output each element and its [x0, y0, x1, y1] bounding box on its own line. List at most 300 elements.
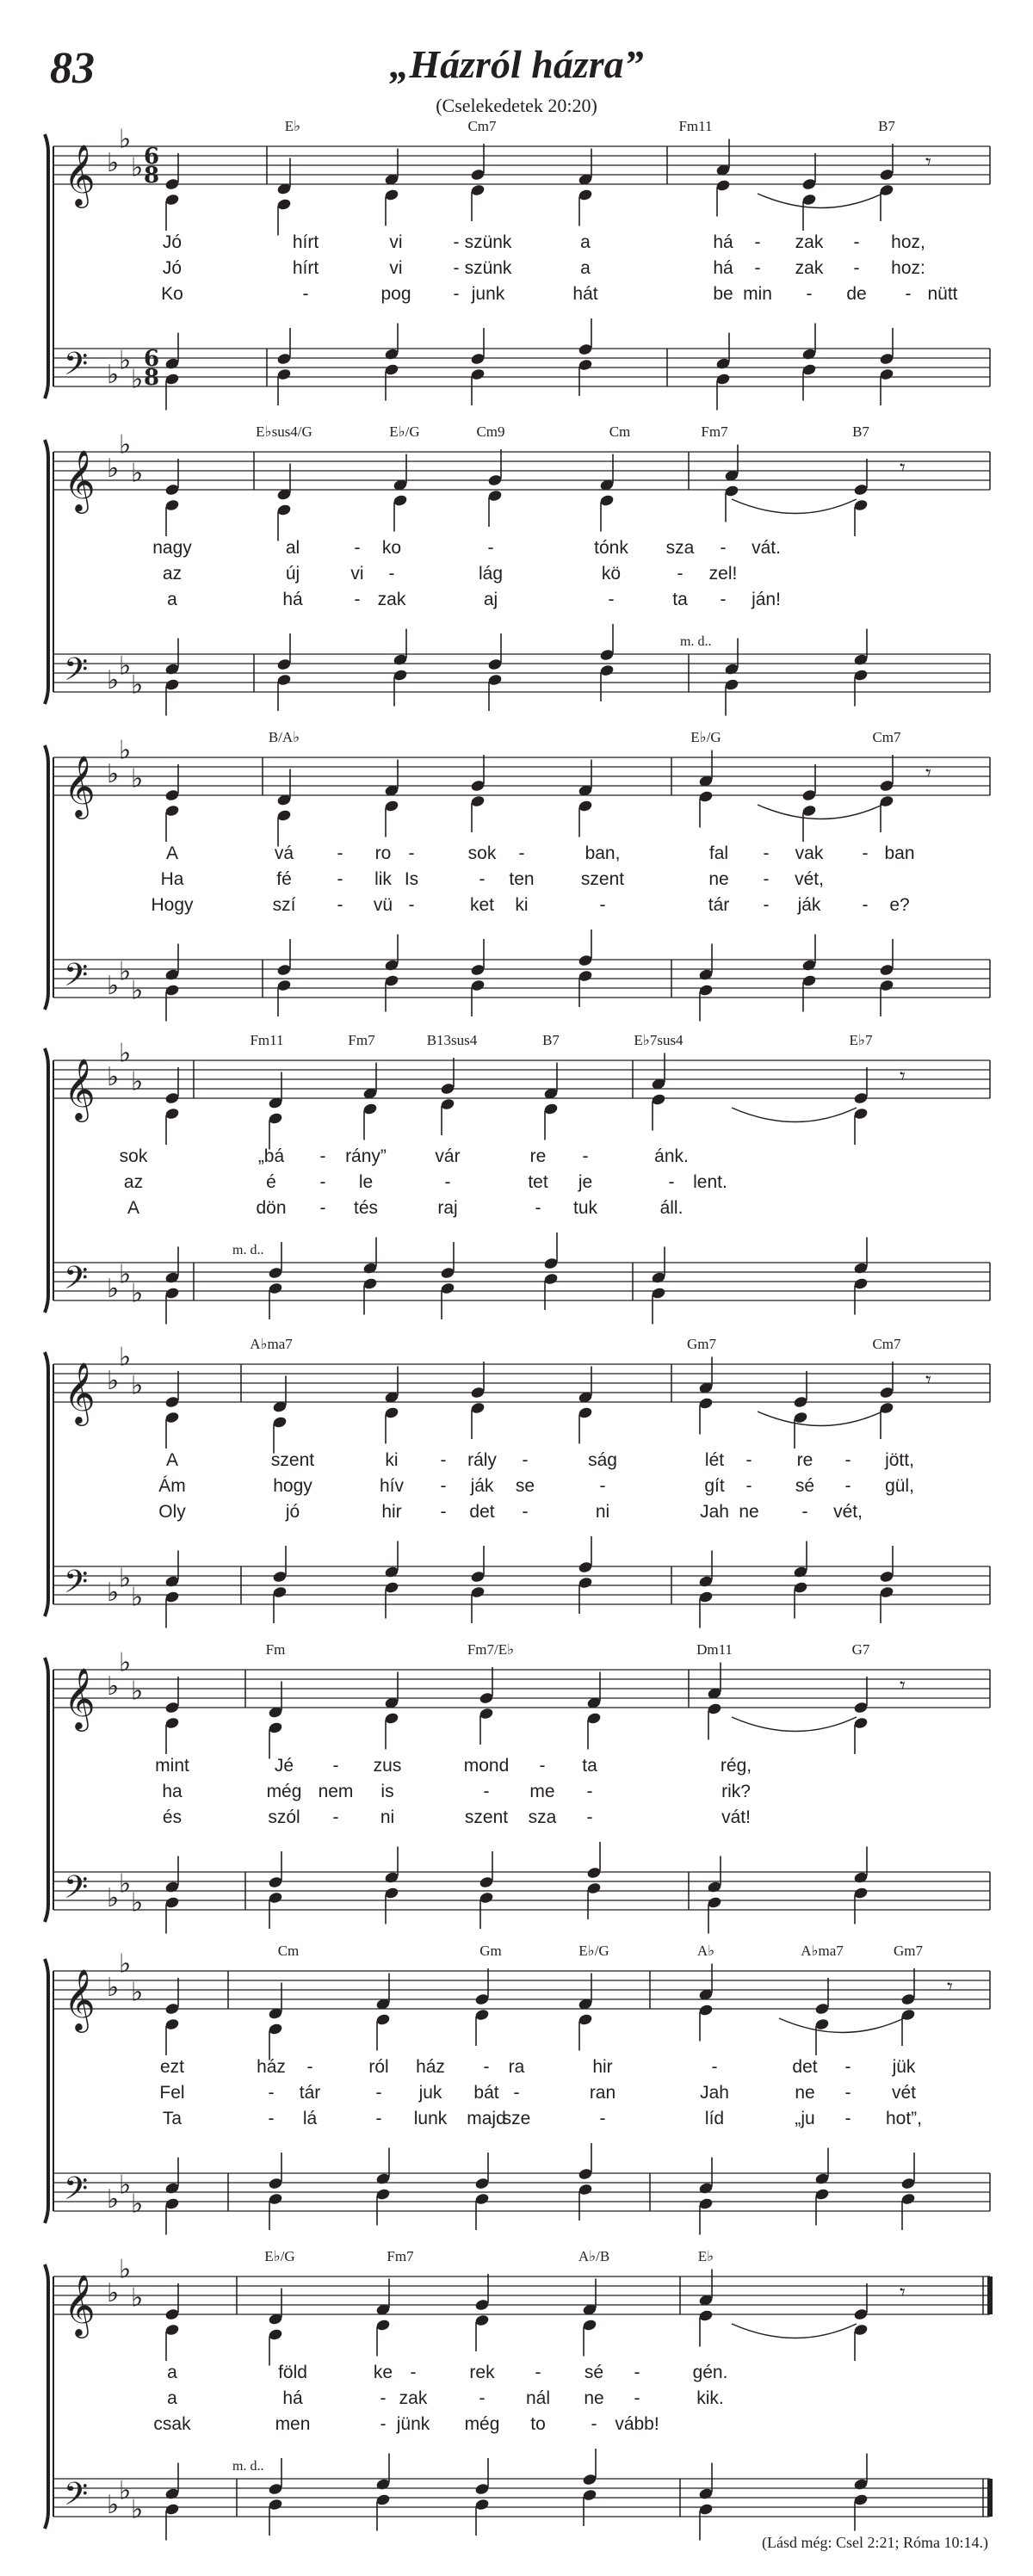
lyric-syllable: fal: [708, 843, 729, 863]
lyric-syllable: vi: [350, 564, 364, 584]
lyric-syllable: -: [268, 2109, 275, 2128]
bass-clef-icon: 𝄢: [64, 957, 89, 1001]
lyric-syllable: -: [522, 1502, 529, 1522]
treble-flat-icon: ♭: [131, 2283, 144, 2313]
lyric-syllable: jük: [892, 2057, 916, 2077]
lyric-syllable: új: [285, 564, 300, 584]
lyric-syllable: tónk: [594, 538, 628, 558]
time-signature-top: 6: [144, 346, 160, 372]
lyric-syllable: -: [586, 1807, 593, 1827]
lyric-syllable: gül,: [885, 1476, 914, 1496]
eighth-rest-icon: 𝄾: [925, 150, 931, 176]
lyric-syllable: Jé: [274, 1756, 294, 1776]
lyric-syllable: Ha: [160, 869, 184, 889]
treble-flat-icon: ♭: [119, 1647, 132, 1678]
lyric-syllable: zak: [399, 2388, 428, 2408]
lyric-syllable: -: [745, 1450, 752, 1470]
lyric-syllable: ne: [739, 1502, 759, 1522]
time-signature-bottom: 8: [144, 365, 160, 391]
lyric-syllable: Fel: [159, 2083, 185, 2103]
lyric-syllable: -: [634, 2388, 640, 2408]
treble-flat-icon: ♭: [107, 1671, 120, 1702]
lyric-syllable: vát!: [721, 1807, 751, 1827]
eighth-rest-icon: 𝄾: [925, 761, 931, 787]
lyric-syllable: -: [513, 2083, 520, 2103]
lyric-syllable: -: [844, 2109, 851, 2128]
chord-symbol: A♭/B: [578, 2248, 610, 2264]
lyric-syllable: vak: [795, 843, 824, 863]
lyric-syllable: rik?: [721, 1782, 751, 1801]
dynamics-mark: m. d..: [232, 1243, 264, 1257]
lyric-syllable: föld: [278, 2363, 307, 2382]
lyric-syllable: hir: [381, 1502, 402, 1522]
lyric-syllable: -: [410, 2363, 417, 2382]
lyric-syllable: ta: [672, 590, 688, 609]
lyric-syllable: vi: [389, 232, 403, 252]
lyric-syllable: zak: [377, 590, 406, 609]
lyric-syllable: sza: [528, 1807, 557, 1827]
tie-arc: [732, 499, 857, 514]
lyric-syllable: ne: [708, 869, 729, 889]
lyric-syllable: -: [319, 1146, 326, 1166]
treble-flat-icon: ♭: [119, 735, 132, 766]
lyric-syllable: Hogy: [151, 895, 194, 915]
scripture-reference: (Cselekedetek 20:20): [436, 95, 597, 116]
eighth-rest-icon: 𝄾: [900, 455, 906, 481]
bass-flat-icon: ♭: [119, 956, 132, 987]
chord-symbol: Gm7: [687, 1336, 716, 1352]
eighth-rest-icon: 𝄾: [947, 1974, 953, 2000]
lyric-syllable: -: [599, 1476, 606, 1496]
treble-flat-icon: ♭: [119, 124, 132, 155]
lyric-syllable: „bá: [257, 1146, 285, 1166]
lyric-syllable: -: [586, 1782, 593, 1801]
lyric-syllable: -: [591, 2414, 597, 2434]
lyric-syllable: -: [268, 2083, 275, 2103]
chord-symbol: A♭ma7: [801, 1943, 844, 1959]
chord-symbol: B7: [542, 1032, 560, 1048]
chord-symbol: G7: [851, 1641, 870, 1658]
bass-flat-icon: ♭: [119, 2170, 132, 2201]
lyric-syllable: az: [123, 1172, 144, 1192]
lyric-syllable: áll.: [659, 1198, 684, 1218]
lyric-syllable: ko: [381, 538, 402, 558]
lyric-syllable: -: [332, 1756, 339, 1776]
bass-clef-icon: 𝄢: [64, 1869, 89, 1913]
lyric-syllable: tet: [528, 1172, 548, 1192]
lyric-syllable: det: [792, 2057, 818, 2077]
lyric-syllable: -: [440, 1502, 447, 1522]
bass-flat-icon: ♭: [131, 2494, 144, 2525]
lyric-syllable: ják: [470, 1476, 494, 1496]
chord-symbol: B13sus4: [426, 1032, 478, 1048]
lyric-syllable: -: [388, 564, 395, 584]
lyric-syllable: -: [862, 843, 869, 863]
system-bracket: [45, 134, 48, 398]
treble-clef-icon: 𝄞: [64, 1666, 96, 1729]
treble-clef-icon: 𝄞: [64, 1361, 96, 1424]
chord-symbol: Fm: [265, 1641, 286, 1658]
bass-clef-icon: 𝄢: [64, 2476, 89, 2520]
eighth-rest-icon: 𝄾: [900, 1673, 906, 1699]
lyric-syllable: nagy: [152, 538, 192, 558]
lyric-syllable: ki: [385, 1450, 399, 1470]
lyric-syllable: -: [806, 284, 813, 304]
bass-flat-icon: ♭: [131, 975, 144, 1006]
lyric-syllable: ház: [416, 2057, 445, 2077]
lyric-syllable: líd: [704, 2109, 725, 2128]
lyric-syllable: jünk: [396, 2414, 430, 2434]
lyric-syllable: -: [535, 2363, 541, 2382]
lyric-syllable: -: [444, 1172, 451, 1192]
chord-symbol: Cm: [277, 1943, 300, 1959]
treble-clef-icon: 𝄞: [64, 2273, 96, 2336]
treble-flat-icon: ♭: [107, 1973, 120, 2003]
lyric-syllable: men: [275, 2414, 311, 2434]
lyric-syllable: nem: [318, 1782, 354, 1801]
song-number: 83: [50, 44, 95, 93]
lyric-syllable: ke: [373, 2363, 393, 2382]
lyric-syllable: kö: [601, 564, 622, 584]
lyric-syllable: gén.: [692, 2363, 728, 2382]
lyric-syllable: szí: [272, 895, 296, 915]
chord-symbol: Fm11: [678, 118, 713, 134]
treble-clef-icon: 𝄞: [64, 448, 96, 511]
chord-symbol: Fm7/E♭: [467, 1641, 515, 1658]
eighth-rest-icon: 𝄾: [925, 1368, 931, 1393]
lyric-syllable: -: [844, 2083, 851, 2103]
system-bracket: [45, 1048, 48, 1313]
lyric-syllable: jött,: [885, 1450, 914, 1470]
lyric-syllable: -: [479, 869, 486, 889]
lyric-syllable: -: [599, 2109, 606, 2128]
bass-flat-icon: ♭: [131, 2189, 144, 2220]
lyric-syllable: ház: [257, 2057, 286, 2077]
lyric-syllable: -: [487, 538, 494, 558]
bass-flat-icon: ♭: [107, 1883, 120, 1913]
bass-flat-icon: ♭: [107, 360, 120, 390]
lyric-syllable: ket: [469, 895, 495, 915]
lyric-syllable: -: [453, 258, 460, 278]
time-signature-top: 6: [144, 144, 160, 170]
lyric-syllable: vár: [435, 1146, 461, 1166]
treble-flat-icon: ♭: [119, 1038, 132, 1069]
lyric-syllable: még: [266, 1782, 302, 1801]
lyric-syllable: é: [266, 1172, 276, 1192]
lyric-syllable: fé: [276, 869, 292, 889]
lyric-syllable: -: [375, 2109, 382, 2128]
treble-flat-icon: ♭: [107, 1366, 120, 1396]
lyric-syllable: a: [580, 232, 591, 252]
lyric-syllable: hoz:: [891, 258, 925, 278]
lyric-syllable: zel!: [708, 564, 738, 584]
lyric-syllable: -: [539, 1756, 546, 1776]
bass-clef-icon: 𝄢: [64, 652, 89, 695]
dynamics-mark: m. d..: [680, 634, 712, 649]
lyric-syllable: al: [285, 538, 300, 558]
lyric-syllable: az: [162, 564, 182, 584]
chord-symbol: Cm9: [476, 423, 505, 440]
lyric-syllable: -: [801, 1502, 808, 1522]
lyric-syllable: szól: [268, 1807, 300, 1827]
lyric-syllable: mint: [155, 1756, 189, 1776]
lyric-syllable: zak: [795, 232, 824, 252]
lyric-syllable: ják: [797, 895, 821, 915]
system-bracket: [45, 745, 48, 1010]
chord-symbol: B/A♭: [268, 729, 300, 745]
lyric-syllable: rek: [469, 2363, 495, 2382]
lyric-syllable: tuk: [572, 1198, 598, 1218]
lyric-syllable: hogy: [273, 1476, 312, 1496]
lyric-syllable: hot”,: [885, 2109, 923, 2128]
treble-flat-icon: ♭: [131, 1676, 144, 1707]
lyric-syllable: is: [380, 1782, 394, 1801]
lyric-syllable: vét,: [833, 1502, 863, 1522]
lyric-syllable: há: [713, 258, 733, 278]
tie-arc: [732, 1717, 857, 1732]
lyric-syllable: -: [337, 843, 343, 863]
lyric-syllable: ban,: [585, 843, 621, 863]
lyric-syllable: se: [515, 1476, 535, 1496]
lyric-syllable: -: [337, 869, 343, 889]
eighth-rest-icon: 𝄾: [900, 1064, 906, 1090]
tie-arc: [732, 1108, 857, 1122]
lyric-syllable: sze: [502, 2109, 531, 2128]
lyric-syllable: zus: [373, 1756, 402, 1776]
lyric-syllable: -: [853, 258, 860, 278]
lyric-syllable: re: [796, 1450, 813, 1470]
treble-flat-icon: ♭: [119, 1949, 132, 1980]
lyric-syllable: há: [282, 590, 303, 609]
lyric-syllable: a: [580, 258, 591, 278]
lyric-syllable: -: [535, 1198, 541, 1218]
system-bracket: [45, 2264, 48, 2529]
chord-symbol: E♭7: [849, 1032, 873, 1048]
lyric-syllable: Jah: [700, 2083, 729, 2103]
lyric-syllable: lág: [478, 564, 504, 584]
treble-flat-icon: ♭: [131, 1977, 144, 2008]
chord-symbol: Cm7: [467, 118, 497, 134]
lyric-syllable: ján!: [752, 590, 781, 609]
lyric-syllable: szent: [464, 1807, 509, 1827]
bass-flat-icon: ♭: [107, 2490, 120, 2520]
lyric-syllable: -: [319, 1172, 326, 1192]
chord-symbol: Gm: [479, 1943, 502, 1959]
chord-symbol: Cm7: [872, 1336, 901, 1352]
chord-symbol: B7: [852, 423, 869, 440]
lyric-syllable: -: [745, 1476, 752, 1496]
chord-symbol: E♭: [697, 2248, 714, 2264]
chord-symbol: Cm: [609, 423, 631, 440]
chord-symbol: Fm11: [250, 1032, 284, 1048]
lyric-syllable: -: [354, 590, 361, 609]
lyric-syllable: -: [483, 1782, 490, 1801]
lyric-syllable: -: [763, 895, 770, 915]
lyric-syllable: ta: [582, 1756, 597, 1776]
lyric-syllable: -: [763, 843, 770, 863]
chord-symbol: Fm7: [701, 423, 728, 440]
lyric-syllable: aj: [483, 590, 498, 609]
lyric-syllable: szünk: [464, 258, 512, 278]
lyric-syllable: lét: [704, 1450, 725, 1470]
lyric-syllable: -: [440, 1450, 447, 1470]
bass-flat-icon: ♭: [119, 1259, 132, 1290]
lyric-syllable: vü: [373, 895, 393, 915]
treble-flat-icon: ♭: [131, 458, 144, 489]
lyric-syllable: -: [844, 2057, 851, 2077]
lyric-syllable: A: [165, 1450, 179, 1470]
lyric-syllable: gít: [704, 1476, 725, 1496]
lyric-syllable: vább!: [615, 2414, 659, 2434]
bass-flat-icon: ♭: [119, 1563, 132, 1594]
lyric-syllable: hát: [572, 284, 598, 304]
lyric-syllable: vát.: [752, 538, 781, 558]
lyric-syllable: e?: [889, 895, 910, 915]
bass-flat-icon: ♭: [119, 651, 132, 682]
lyric-syllable: vi: [389, 258, 403, 278]
bass-clef-icon: 𝄢: [64, 2171, 89, 2215]
lyric-syllable: -: [453, 284, 460, 304]
lyric-syllable: Jó: [162, 232, 182, 252]
chord-symbol: E♭/G: [264, 2248, 295, 2264]
chord-symbol: Gm7: [894, 1943, 923, 1959]
lyric-syllable: raj: [437, 1198, 458, 1218]
lyric-syllable: csak: [153, 2414, 191, 2434]
lyric-syllable: a: [167, 2363, 177, 2382]
treble-flat-icon: ♭: [107, 1062, 120, 1092]
lyric-syllable: Ta: [162, 2109, 182, 2128]
lyric-syllable: szent: [270, 1450, 315, 1470]
lyric-syllable: ban: [884, 843, 915, 863]
bass-flat-icon: ♭: [107, 1578, 120, 1608]
lyric-syllable: -: [380, 2414, 387, 2434]
lyric-syllable: nál: [525, 2388, 551, 2408]
lyric-syllable: lent.: [693, 1172, 727, 1192]
lyric-syllable: és: [162, 1807, 182, 1827]
tie-arc: [732, 2324, 857, 2338]
lyric-syllable: -: [862, 895, 869, 915]
bass-flat-icon: ♭: [131, 1582, 144, 1613]
lyric-syllable: tár: [708, 895, 730, 915]
lyric-syllable: szünk: [464, 232, 512, 252]
lyric-syllable: -: [599, 895, 606, 915]
lyric-syllable: -: [453, 232, 460, 252]
lyric-syllable: lunk: [413, 2109, 448, 2128]
lyric-syllable: sé: [584, 2363, 604, 2382]
lyric-syllable: ro: [374, 843, 392, 863]
system-bracket: [45, 1959, 48, 2223]
lyric-syllable: a: [167, 590, 177, 609]
treble-flat-icon: ♭: [119, 2254, 132, 2285]
treble-flat-icon: ♭: [107, 759, 120, 789]
dynamics-mark: m. d..: [232, 2459, 264, 2474]
chord-symbol: E♭: [284, 118, 301, 134]
lyric-syllable: ha: [162, 1782, 182, 1801]
lyric-syllable: zak: [795, 258, 824, 278]
lyric-syllable: -: [354, 538, 361, 558]
tie-arc: [779, 2018, 904, 2033]
lyric-syllable: -: [844, 1450, 851, 1470]
treble-flat-icon: ♭: [131, 763, 144, 794]
lyric-syllable: a: [167, 2388, 177, 2408]
treble-flat-icon: ♭: [119, 429, 132, 460]
lyric-syllable: rány”: [345, 1146, 387, 1166]
lyric-syllable: -: [905, 284, 912, 304]
bass-clef-icon: 𝄢: [64, 1564, 89, 1608]
lyric-syllable: -: [522, 1450, 529, 1470]
footnote-references: (Lásd még: Csel 2:21; Róma 10:14.): [762, 2534, 988, 2551]
lyric-syllable: -: [479, 2388, 486, 2408]
treble-flat-icon: ♭: [131, 152, 144, 183]
lyric-syllable: lik: [374, 869, 392, 889]
treble-clef-icon: 𝄞: [64, 1968, 96, 2030]
lyric-syllable: tés: [353, 1198, 379, 1218]
lyric-syllable: -: [608, 590, 615, 609]
lyric-syllable: Ko: [161, 284, 183, 304]
lyric-syllable: Ám: [158, 1476, 186, 1496]
treble-flat-icon: ♭: [107, 454, 120, 484]
treble-flat-icon: ♭: [107, 2278, 120, 2308]
lyric-syllable: le: [358, 1172, 374, 1192]
chord-symbol: E♭/G: [389, 423, 420, 440]
lyric-syllable: -: [763, 869, 770, 889]
bass-flat-icon: ♭: [131, 364, 144, 395]
eighth-rest-icon: 𝄾: [900, 2280, 906, 2306]
lyric-syllable: -: [332, 1807, 339, 1827]
lyric-syllable: ni: [380, 1807, 395, 1827]
lyric-syllable: det: [469, 1502, 495, 1522]
bass-flat-icon: ♭: [107, 665, 120, 695]
tie-arc: [758, 194, 882, 208]
bass-flat-icon: ♭: [131, 1278, 144, 1309]
bass-flat-icon: ♭: [107, 2184, 120, 2215]
lyric-syllable: hírt: [292, 258, 319, 278]
lyric-syllable: tár: [299, 2083, 321, 2103]
lyric-syllable: juk: [418, 2083, 442, 2103]
lyric-syllable: ról: [368, 2057, 389, 2077]
lyric-syllable: sza: [665, 538, 695, 558]
chord-symbol: Fm7: [387, 2248, 414, 2264]
treble-clef-icon: 𝄞: [64, 143, 96, 206]
treble-clef-icon: 𝄞: [64, 754, 96, 817]
chord-symbol: E♭7sus4: [634, 1032, 684, 1048]
treble-flat-icon: ♭: [131, 1370, 144, 1401]
lyric-syllable: ne: [795, 2083, 815, 2103]
lyric-syllable: Oly: [158, 1502, 186, 1522]
lyric-syllable: ánk.: [654, 1146, 689, 1166]
lyric-syllable: még: [464, 2414, 500, 2434]
lyric-syllable: to: [530, 2414, 546, 2434]
lyric-syllable: -: [302, 284, 309, 304]
lyric-syllable: Jó: [162, 258, 182, 278]
lyric-syllable: há: [282, 2388, 303, 2408]
lyric-syllable: hoz,: [891, 232, 925, 252]
lyric-syllable: sok: [467, 843, 497, 863]
lyric-syllable: dön: [256, 1198, 287, 1218]
chord-symbol: E♭/G: [690, 729, 721, 745]
bass-flat-icon: ♭: [107, 971, 120, 1001]
lyric-syllable: -: [337, 895, 343, 915]
treble-clef-icon: 𝄞: [64, 1057, 96, 1120]
lyric-syllable: hírt: [292, 232, 319, 252]
lyric-syllable: -: [306, 2057, 313, 2077]
lyric-syllable: ra: [508, 2057, 525, 2077]
treble-flat-icon: ♭: [107, 148, 120, 178]
lyric-syllable: ran: [589, 2083, 616, 2103]
lyric-syllable: -: [319, 1198, 326, 1218]
system-bracket: [45, 1658, 48, 1922]
lyric-syllable: há: [713, 232, 733, 252]
